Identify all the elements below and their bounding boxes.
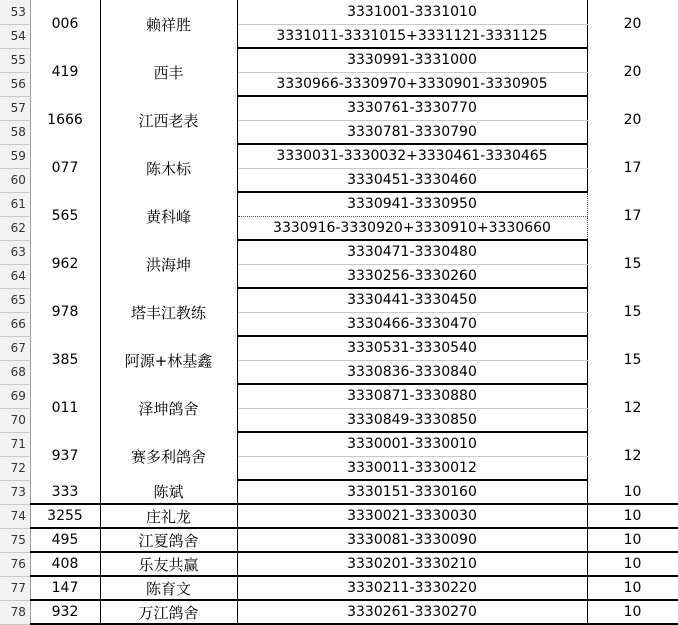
code-cell[interactable]: 3255 xyxy=(30,504,100,528)
name-cell[interactable]: 陈育文 xyxy=(100,576,237,600)
name-cell[interactable]: 泽坤鸽舍 xyxy=(100,384,237,432)
ring-range-cell[interactable]: 3330761-3330770 xyxy=(237,96,587,120)
ring-range-cell[interactable]: 3330941-3330950 xyxy=(237,192,587,216)
ring-range-cell[interactable]: 3330081-3330090 xyxy=(237,528,587,552)
table-row[interactable] xyxy=(0,432,678,456)
row-number[interactable]: 63 xyxy=(0,240,30,264)
row-number[interactable]: 68 xyxy=(0,360,30,384)
name-cell[interactable]: 赖祥胜 xyxy=(100,0,237,48)
count-cell[interactable]: 17 xyxy=(587,192,678,240)
table-row[interactable] xyxy=(0,48,678,72)
row-number[interactable]: 62 xyxy=(0,216,30,240)
table-row[interactable] xyxy=(0,192,678,216)
row-number[interactable]: 70 xyxy=(0,408,30,432)
name-cell[interactable]: 赛多利鸽舍 xyxy=(100,432,237,480)
count-cell[interactable]: 20 xyxy=(587,96,678,144)
count-cell[interactable]: 10 xyxy=(587,576,678,600)
row-number[interactable]: 54 xyxy=(0,24,30,48)
table-row[interactable] xyxy=(0,336,678,360)
table-row[interactable] xyxy=(0,480,678,504)
ring-range-cell[interactable]: 3330781-3330790 xyxy=(237,120,587,144)
ring-range-cell[interactable]: 3330871-3330880 xyxy=(237,384,587,408)
code-cell[interactable]: 333 xyxy=(30,480,100,504)
name-cell[interactable]: 阿源+林基鑫 xyxy=(100,336,237,384)
code-cell[interactable]: 937 xyxy=(30,432,100,480)
ring-range-cell[interactable]: 3330451-3330460 xyxy=(237,168,587,192)
code-cell[interactable]: 147 xyxy=(30,576,100,600)
code-cell[interactable]: 419 xyxy=(30,48,100,96)
code-cell[interactable]: 495 xyxy=(30,528,100,552)
row-number[interactable]: 71 xyxy=(0,432,30,456)
table-row[interactable] xyxy=(0,576,678,600)
ring-range-cell[interactable]: 3330001-3330010 xyxy=(237,432,587,456)
table-row[interactable] xyxy=(0,240,678,264)
table-row[interactable] xyxy=(0,600,678,624)
table-row[interactable] xyxy=(0,384,678,408)
ring-range-cell[interactable]: 3330916-3330920+3330910+3330660 xyxy=(237,216,587,240)
table-row[interactable] xyxy=(0,288,678,312)
name-cell[interactable]: 塔丰江教练 xyxy=(100,288,237,336)
row-number[interactable]: 58 xyxy=(0,120,30,144)
code-cell[interactable]: 385 xyxy=(30,336,100,384)
ring-range-cell[interactable]: 3330211-3330220 xyxy=(237,576,587,600)
table-row[interactable] xyxy=(0,0,678,24)
count-cell[interactable]: 10 xyxy=(587,600,678,624)
table-row[interactable] xyxy=(0,552,678,576)
code-cell[interactable]: 565 xyxy=(30,192,100,240)
count-cell[interactable]: 12 xyxy=(587,432,678,480)
count-cell[interactable]: 15 xyxy=(587,288,678,336)
table-row[interactable] xyxy=(0,504,678,528)
row-number[interactable]: 53 xyxy=(0,0,30,24)
name-cell[interactable]: 江西老表 xyxy=(100,96,237,144)
ring-range-cell[interactable]: 3330441-3330450 xyxy=(237,288,587,312)
count-cell[interactable]: 10 xyxy=(587,528,678,552)
row-number[interactable]: 60 xyxy=(0,168,30,192)
ring-range-cell[interactable]: 3330151-3330160 xyxy=(237,480,587,504)
row-number[interactable]: 67 xyxy=(0,336,30,360)
code-cell[interactable]: 1666 xyxy=(30,96,100,144)
ring-range-cell[interactable]: 3330021-3330030 xyxy=(237,504,587,528)
row-number[interactable]: 73 xyxy=(0,480,30,504)
ring-range-cell[interactable]: 3330256-3330260 xyxy=(237,264,587,288)
ring-range-cell[interactable]: 3330966-3330970+3330901-3330905 xyxy=(237,72,587,96)
code-cell[interactable]: 932 xyxy=(30,600,100,624)
code-cell[interactable]: 408 xyxy=(30,552,100,576)
code-cell[interactable]: 077 xyxy=(30,144,100,192)
count-cell[interactable]: 20 xyxy=(587,0,678,48)
name-cell[interactable]: 万江鸽舍 xyxy=(100,600,237,624)
count-cell[interactable]: 10 xyxy=(587,504,678,528)
row-number[interactable]: 64 xyxy=(0,264,30,288)
name-cell[interactable]: 陈斌 xyxy=(100,480,237,504)
count-cell[interactable]: 12 xyxy=(587,384,678,432)
ring-range-cell[interactable]: 3330849-3330850 xyxy=(237,408,587,432)
row-number[interactable]: 66 xyxy=(0,312,30,336)
name-cell[interactable]: 陈木标 xyxy=(100,144,237,192)
table-row[interactable] xyxy=(0,528,678,552)
ring-range-cell[interactable]: 3330011-3330012 xyxy=(237,456,587,480)
row-number[interactable]: 61 xyxy=(0,192,30,216)
ring-range-cell[interactable]: 3330471-3330480 xyxy=(237,240,587,264)
count-cell[interactable]: 10 xyxy=(587,552,678,576)
ring-range-cell[interactable]: 3331001-3331010 xyxy=(237,0,587,24)
ring-range-cell[interactable]: 3330201-3330210 xyxy=(237,552,587,576)
name-cell[interactable]: 江夏鸽舍 xyxy=(100,528,237,552)
name-cell[interactable]: 乐友共赢 xyxy=(100,552,237,576)
count-cell[interactable]: 15 xyxy=(587,336,678,384)
code-cell[interactable]: 962 xyxy=(30,240,100,288)
ring-range-cell[interactable]: 3330531-3330540 xyxy=(237,336,587,360)
ring-range-cell[interactable]: 3331011-3331015+3331121-3331125 xyxy=(237,24,587,48)
row-number[interactable]: 55 xyxy=(0,48,30,72)
name-cell[interactable]: 洪海坤 xyxy=(100,240,237,288)
count-cell[interactable]: 10 xyxy=(587,480,678,504)
row-number[interactable]: 75 xyxy=(0,528,30,552)
row-number[interactable]: 72 xyxy=(0,456,30,480)
name-cell[interactable]: 庄礼龙 xyxy=(100,504,237,528)
ring-range-cell[interactable]: 3330031-3330032+3330461-3330465 xyxy=(237,144,587,168)
row-number[interactable]: 65 xyxy=(0,288,30,312)
ring-range-cell[interactable]: 3330836-3330840 xyxy=(237,360,587,384)
row-number[interactable]: 59 xyxy=(0,144,30,168)
row-number[interactable]: 77 xyxy=(0,576,30,600)
code-cell[interactable]: 006 xyxy=(30,0,100,48)
code-cell[interactable]: 011 xyxy=(30,384,100,432)
count-cell[interactable]: 20 xyxy=(587,48,678,96)
row-number[interactable]: 76 xyxy=(0,552,30,576)
code-cell[interactable]: 978 xyxy=(30,288,100,336)
row-number[interactable]: 56 xyxy=(0,72,30,96)
name-cell[interactable]: 黄科峰 xyxy=(100,192,237,240)
row-number[interactable]: 69 xyxy=(0,384,30,408)
count-cell[interactable]: 17 xyxy=(587,144,678,192)
row-number[interactable]: 78 xyxy=(0,600,30,624)
ring-range-cell[interactable]: 3330991-3331000 xyxy=(237,48,587,72)
count-cell[interactable]: 15 xyxy=(587,240,678,288)
table-row[interactable] xyxy=(0,144,678,168)
row-number[interactable]: 74 xyxy=(0,504,30,528)
ring-range-cell[interactable]: 3330261-3330270 xyxy=(237,600,587,624)
row-number[interactable]: 57 xyxy=(0,96,30,120)
ring-range-cell[interactable]: 3330466-3330470 xyxy=(237,312,587,336)
table-row[interactable] xyxy=(0,96,678,120)
name-cell[interactable]: 西丰 xyxy=(100,48,237,96)
